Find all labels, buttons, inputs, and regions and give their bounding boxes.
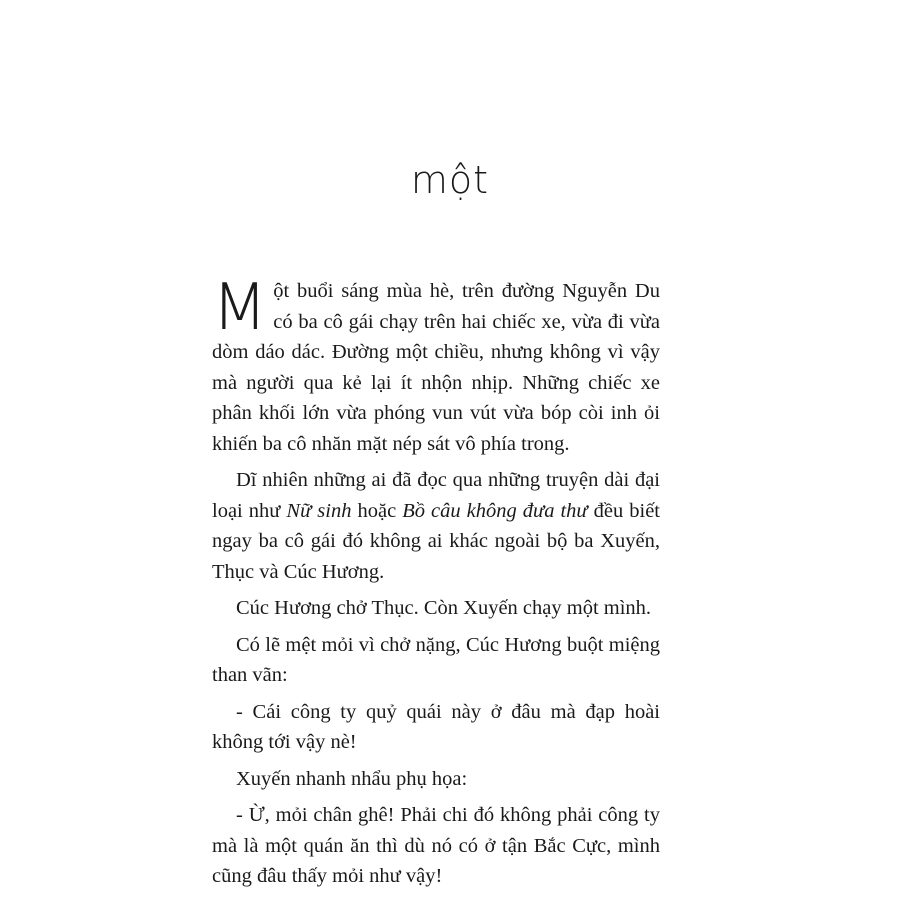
paragraph-4: Có lẽ mệt mỏi vì chở nặng, Cúc Hương buột miệng than vãn: <box>212 633 660 686</box>
drop-cap: M <box>212 271 268 345</box>
book-title-bo-cau: Bồ câu không đưa thư <box>402 499 588 522</box>
paragraph-2 <box>212 465 660 587</box>
paragraph-5-dialogue: - Cái công ty quỷ quái này ở đâu mà đạp hoài không tới vậy nè! <box>212 700 660 753</box>
paragraph-2-text-c: đều biết ngay ba cô gái đó không ai khác ngoài bộ ba Xuyến, Thục và Cúc Hương. <box>212 499 660 583</box>
paragraph-6: Xuyến nhanh nhẩu phụ họa: <box>236 767 468 790</box>
paragraph-1-text: ột buổi sáng mùa hè, trên đường Nguyễn Du có ba cô gái chạy trên hai chiếc xe, vừa đi vừa dòm dáo dác. Đường một chiều, nhưng không vì vậy mà người qua kẻ lại ít nhộn nhịp. Những chiếc xe phân khối lớn vừa phóng vun vút vừa bóp còi inh ỏi khiến ba cô nhăn mặt nép sát vô phía trong. <box>212 280 660 455</box>
body-text <box>212 271 660 898</box>
chapter-title: một <box>410 158 490 202</box>
paragraph-3: Cúc Hương chở Thục. Còn Xuyến chạy một mình. <box>236 597 652 619</box>
paragraph-7-dialogue: - Ừ, mỏi chân ghê! Phải chi đó không phải công ty mà là một quán ăn thì dù nó có ở tận Bắc Cực, mình cũng đâu thấy mỏi như vậy! <box>212 804 660 887</box>
paragraph-2-text-a: Dĩ nhiên những ai đã đọc qua những truyện dài đại loại như <box>212 469 660 522</box>
book-title-nu-sinh: Nữ sinh <box>286 499 352 522</box>
paragraph-2-text-b: hoặc <box>351 499 403 522</box>
paragraph-1 <box>212 271 660 459</box>
